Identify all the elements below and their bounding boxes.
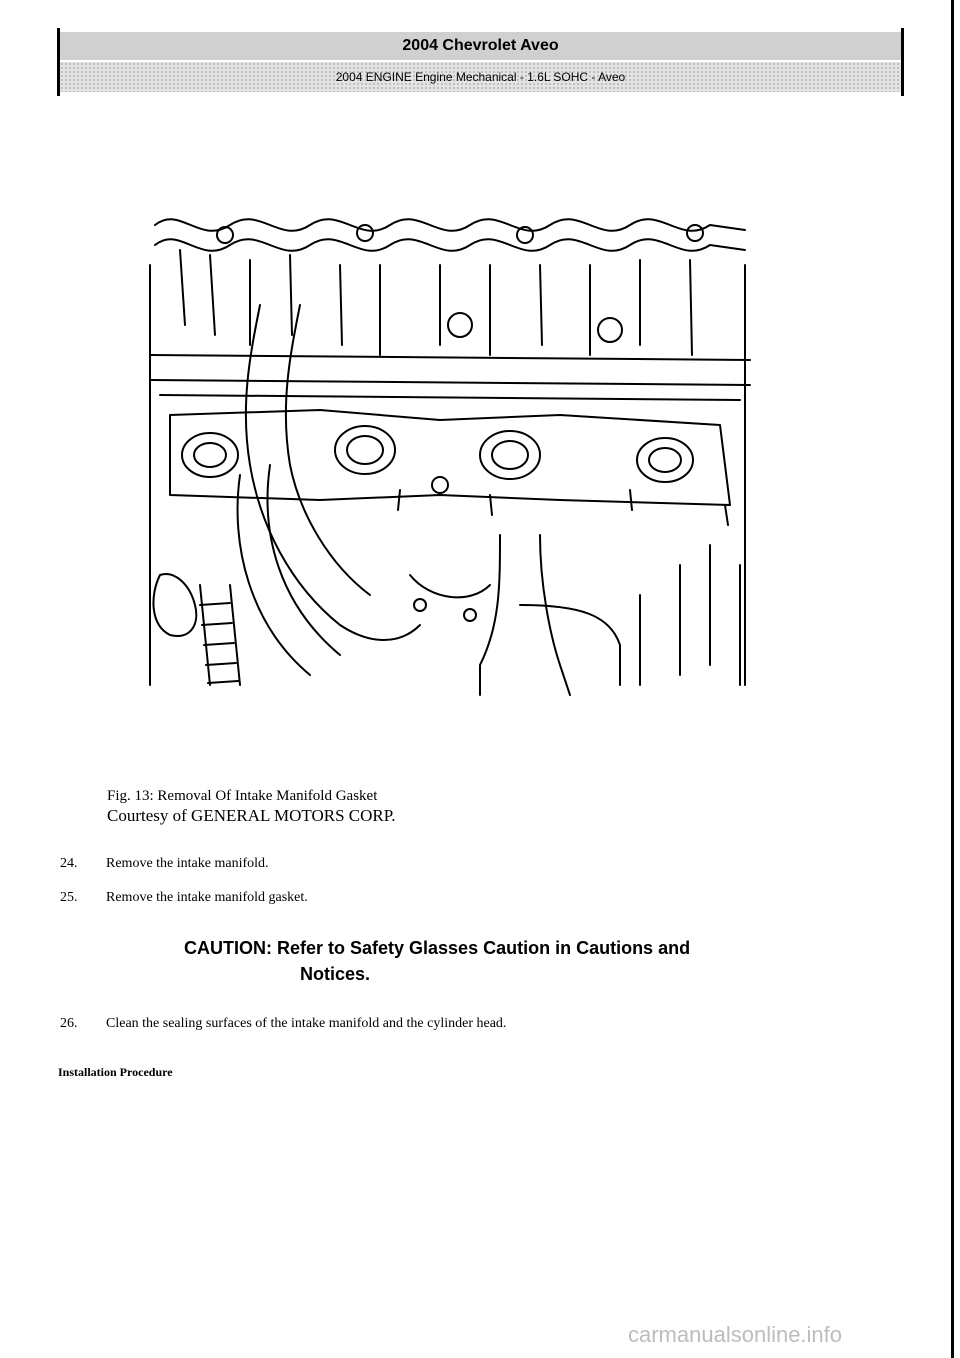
watermark: carmanualsonline.info: [628, 1322, 843, 1347]
step-number: 24.: [60, 856, 78, 871]
step-text: Remove the intake manifold.: [106, 856, 269, 871]
step-number: 26.: [60, 1016, 78, 1031]
caution-line-1: CAUTION: Refer to Safety Glasses Caution in Cautions and: [184, 938, 691, 958]
engine-diagram: [140, 205, 760, 700]
step-25: [60, 890, 308, 906]
caution-note: [184, 935, 844, 987]
figure-caption-block: [107, 786, 396, 826]
step-number: 25.: [60, 890, 78, 905]
page-right-border: [951, 0, 954, 1358]
section-title: Installation Procedure: [58, 1065, 173, 1079]
figure-caption: Fig. 13: Removal Of Intake Manifold Gasket: [107, 788, 378, 804]
figure-credit: Courtesy of GENERAL MOTORS CORP.: [107, 806, 396, 825]
step-26: [60, 1016, 506, 1032]
page-header: [57, 28, 904, 96]
header-title: 2004 Chevrolet Aveo: [60, 32, 901, 60]
step-text: Remove the intake manifold gasket.: [106, 890, 308, 905]
header-subtitle: 2004 ENGINE Engine Mechanical - 1.6L SOHC - Aveo: [60, 62, 901, 92]
caution-line-2: Notices.: [300, 964, 371, 984]
step-24: [60, 856, 269, 872]
step-text: Clean the sealing surfaces of the intake manifold and the cylinder head.: [106, 1016, 507, 1031]
